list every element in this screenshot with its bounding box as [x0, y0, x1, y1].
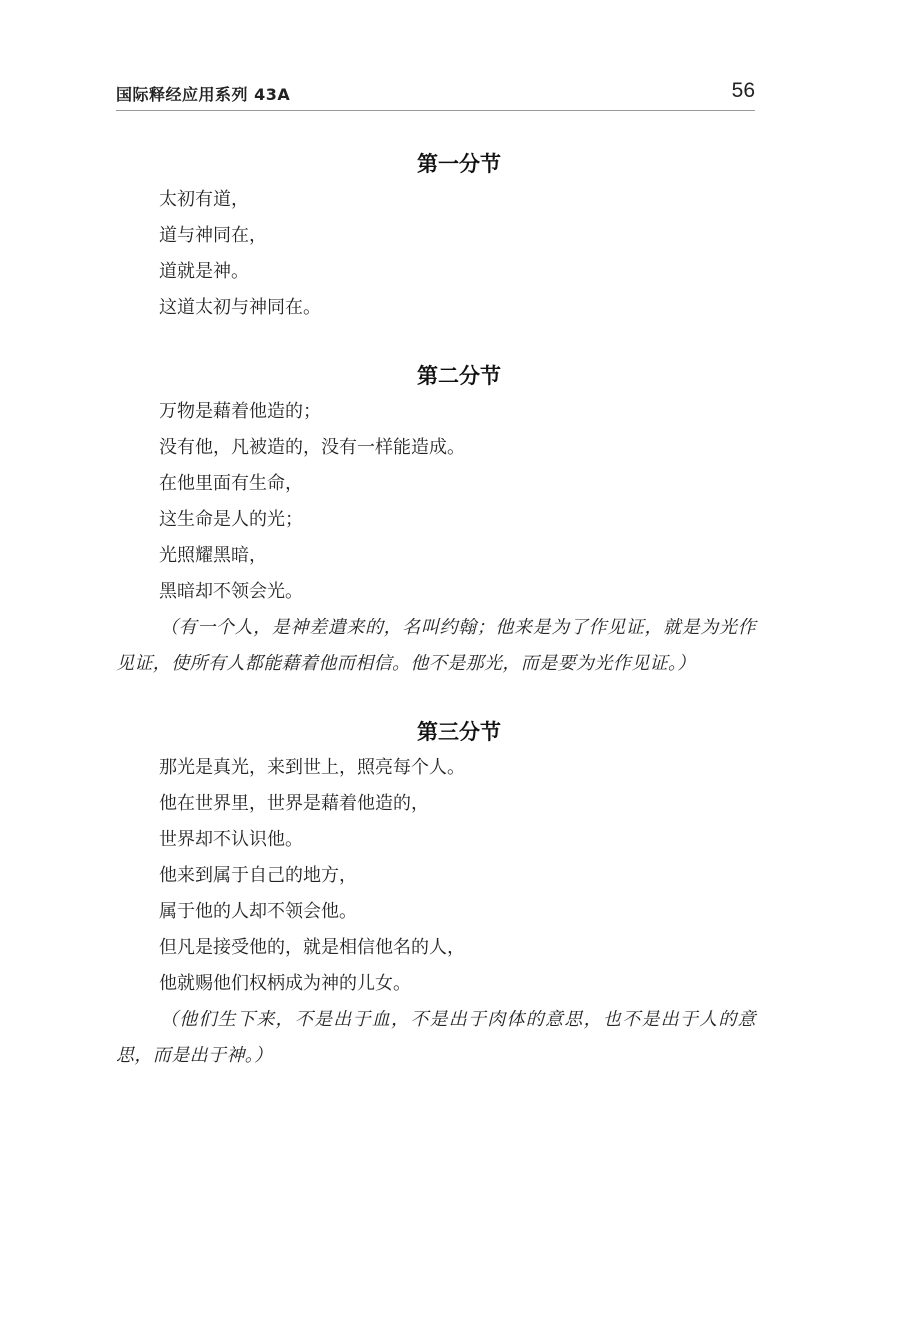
verse-line: 世界却不认识他。	[159, 829, 303, 850]
section-title: 第二分节	[417, 364, 501, 388]
verse-line: 这生命是人的光；	[159, 509, 303, 530]
verse-line: 属于他的人却不领会他。	[159, 901, 357, 922]
page-content	[116, 148, 756, 1074]
verse-line: 他就赐他们权柄成为神的儿女。	[159, 973, 411, 994]
page-header	[116, 78, 755, 111]
verse-line: 他在世界里，世界是藉着他造的，	[159, 793, 429, 814]
running-header-title: 国际释经应用系列 43A	[116, 85, 291, 104]
verse-line: 那光是真光，来到世上，照亮每个人。	[159, 757, 465, 778]
verse-line: 道就是神。	[159, 261, 249, 282]
verse-line: 道与神同在，	[159, 225, 267, 246]
verse-line: 在他里面有生命，	[159, 473, 303, 494]
section-title: 第三分节	[417, 720, 501, 744]
verse-line: 黑暗却不领会光。	[159, 581, 303, 602]
section-3	[116, 716, 756, 1074]
verse-line: 他来到属于自己的地方，	[159, 865, 357, 886]
section-title: 第一分节	[417, 152, 501, 176]
verse-line: 但凡是接受他的，就是相信他名的人，	[159, 937, 465, 958]
verse-line: 太初有道，	[159, 189, 249, 210]
section-1	[116, 148, 756, 326]
verse-line: 这道太初与神同在。	[159, 297, 321, 318]
verse-line: 万物是藉着他造的；	[159, 401, 321, 422]
page-number: 56	[731, 79, 755, 102]
verse-line: 光照耀黑暗，	[159, 545, 267, 566]
verse-line: 没有他，凡被造的，没有一样能造成。	[159, 437, 465, 458]
parenthetical-note: （他们生下来，不是出于血，不是出于肉体的意思，也不是出于人的意思，而是出于神。）	[116, 1009, 756, 1066]
section-2	[116, 360, 756, 682]
parenthetical-note: （有一个人，是神差遣来的，名叫约翰；他来是为了作见证，就是为光作见证，使所有人都能藉着他而相信。他不是那光，而是要为光作见证。）	[116, 617, 756, 674]
